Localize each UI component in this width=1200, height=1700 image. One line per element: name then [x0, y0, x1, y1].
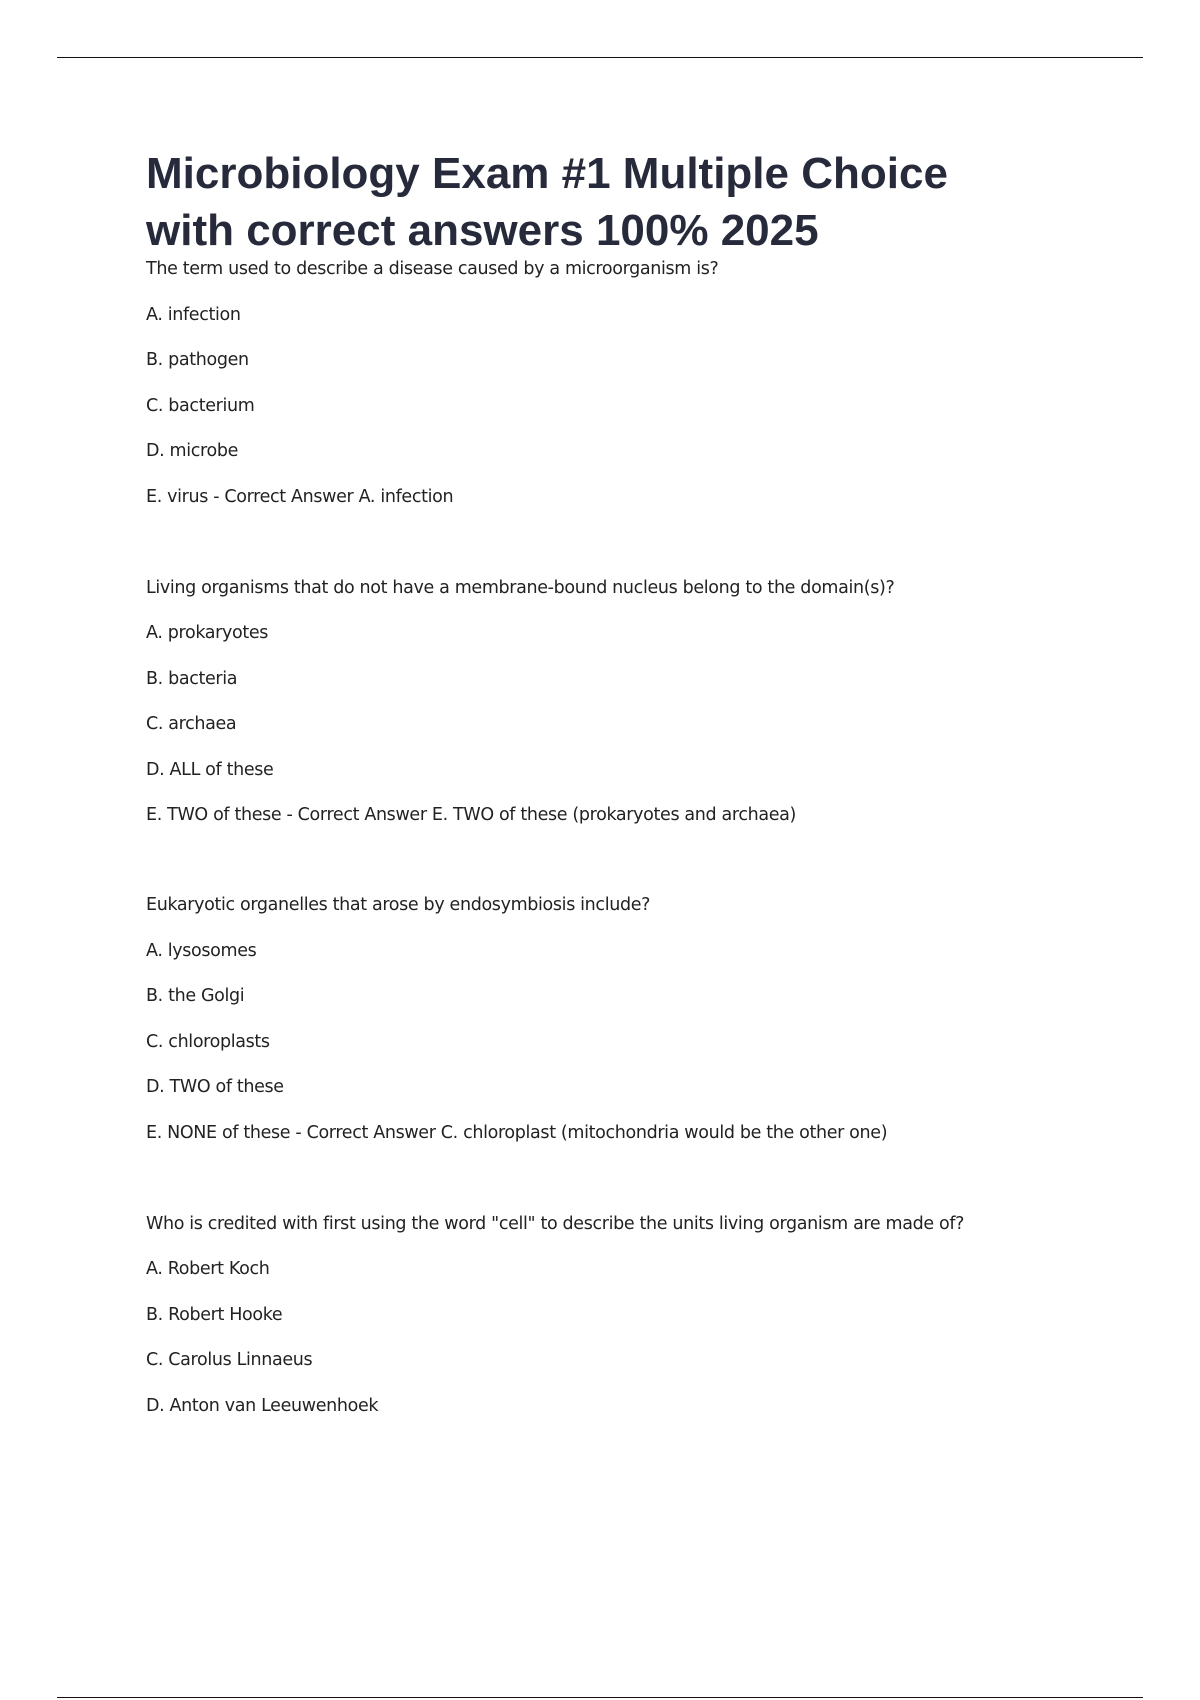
document-title-line-1: Microbiology Exam #1 Multiple Choice — [146, 149, 948, 198]
question-prompt: Who is credited with first using the word "cell" to describe the units living organism are made of? — [146, 1214, 965, 1234]
question-prompt: Eukaryotic organelles that arose by endosymbiosis include? — [146, 895, 651, 915]
top-rule — [57, 57, 1143, 58]
document-title — [146, 145, 1086, 259]
bottom-rule — [57, 1697, 1143, 1698]
answer-option: A. infection — [146, 305, 241, 325]
question-prompt: Living organisms that do not have a membrane-bound nucleus belong to the domain(s)? — [146, 578, 895, 598]
answer-option: C. bacterium — [146, 396, 255, 416]
answer-option: A. lysosomes — [146, 941, 257, 961]
answer-option: B. pathogen — [146, 350, 249, 370]
answer-option: B. Robert Hooke — [146, 1305, 283, 1325]
answer-option: D. microbe — [146, 441, 239, 461]
answer-option: C. Carolus Linnaeus — [146, 1350, 313, 1370]
answer-option: B. the Golgi — [146, 986, 245, 1006]
answer-option-with-correct-answer: E. TWO of these - Correct Answer E. TWO of these (prokaryotes and archaea) — [146, 805, 796, 825]
answer-option: C. archaea — [146, 714, 237, 734]
answer-option-with-correct-answer: E. virus - Correct Answer A. infection — [146, 487, 454, 507]
answer-option: A. prokaryotes — [146, 623, 269, 643]
question-prompt: The term used to describe a disease caused by a microorganism is? — [146, 259, 719, 279]
answer-option: D. TWO of these — [146, 1077, 284, 1097]
answer-option: C. chloroplasts — [146, 1032, 270, 1052]
answer-option: A. Robert Koch — [146, 1259, 270, 1279]
answer-option: B. bacteria — [146, 669, 238, 689]
answer-option: D. Anton van Leeuwenhoek — [146, 1396, 379, 1416]
answer-option: D. ALL of these — [146, 760, 274, 780]
answer-option-with-correct-answer: E. NONE of these - Correct Answer C. chloroplast (mitochondria would be the other one) — [146, 1123, 888, 1143]
document-body — [146, 145, 1086, 1416]
document-title-line-2: with correct answers 100% 2025 — [146, 206, 819, 255]
